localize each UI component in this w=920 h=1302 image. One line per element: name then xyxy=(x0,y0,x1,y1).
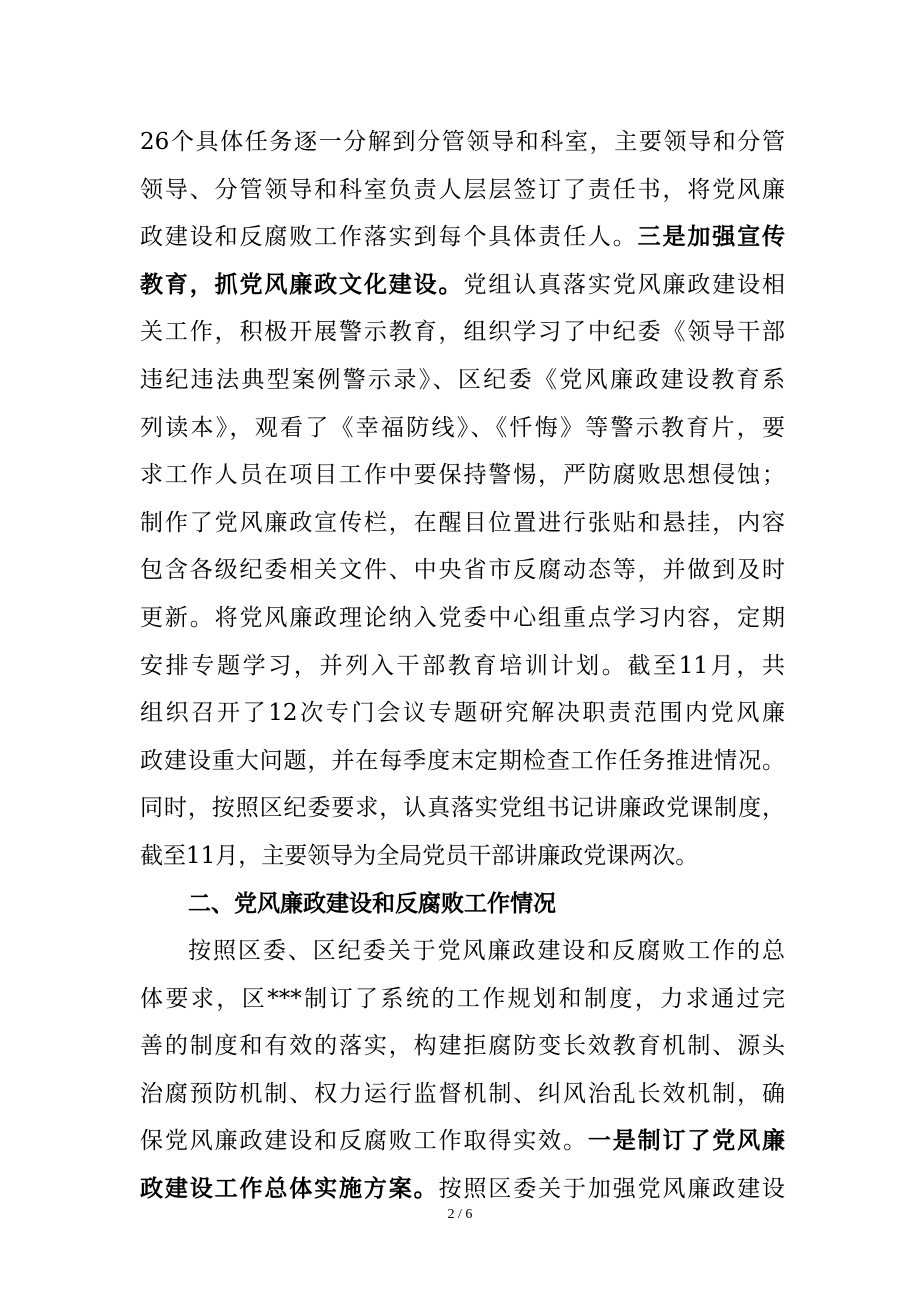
text-line-15: 同时，按照区纪委要求，认真落实党组书记讲廉政党课制度， xyxy=(140,795,785,822)
text-line-20: 善的制度和有效的落实，构建拒腐防变长效教育机制、源头 xyxy=(140,1033,785,1060)
bold-text-run: 政建设工作总体实施方案。 xyxy=(140,1176,439,1203)
text-line-8: 求工作人员在项目工作中要保持警惕，严防腐败思想侵蚀； xyxy=(140,462,785,489)
text-line-18: 按照区委、区纪委关于党风廉政建设和反腐败工作的总 xyxy=(188,938,785,965)
text-line-22 xyxy=(140,1118,785,1166)
text-line-5: 关工作，积极开展警示教育，组织学习了中纪委《领导干部 xyxy=(140,319,785,346)
text-line-12: 安排专题学习，并列入干部教育培训计划。截至11月，共 xyxy=(140,652,785,679)
text-line-7: 列读本》，观看了《幸福防线》、《忏悔》等警示教育片，要 xyxy=(140,414,785,441)
text-line-4 xyxy=(140,262,785,310)
text-line-19: 体要求，区***制订了系统的工作规划和制度，力求通过完 xyxy=(140,985,785,1012)
text-run: 政建设和反腐败工作落实到每个具体责任人。 xyxy=(140,224,638,251)
text-line-2: 领导、分管领导和科室负责人层层签订了责任书，将党风廉 xyxy=(140,176,785,203)
text-run: 按照区委关于加强党风廉政建设 xyxy=(438,1176,786,1203)
text-line-9: 制作了党风廉政宣传栏，在醒目位置进行张贴和悬挂，内容 xyxy=(140,509,785,536)
text-line-3 xyxy=(140,214,785,262)
text-line-6: 违纪违法典型案例警示录》、区纪委《党风廉政建设教育系 xyxy=(140,366,785,393)
bold-text-run: 三是加强宣传 xyxy=(637,224,786,251)
text-line-16: 截至11月，主要领导为全局党员干部讲廉政党课两次。 xyxy=(140,842,699,869)
text-line-10: 包含各级纪委相关文件、中央省市反腐动态等，并做到及时 xyxy=(140,557,785,584)
body-text xyxy=(140,119,785,1214)
text-line-1: 26个具体任务逐一分解到分管领导和科室，主要领导和分管 xyxy=(140,129,785,155)
text-line-13: 组织召开了12次专门会议专题研究解决职责范围内党风廉 xyxy=(140,700,785,727)
text-line-14: 政建设重大问题，并在每季度末定期检查工作任务推进情况。 xyxy=(140,747,785,774)
text-run: 党组认真落实党风廉政建设相 xyxy=(463,271,786,298)
text-line-21: 治腐预防机制、权力运行监督机制、纠风治乱长效机制，确 xyxy=(140,1080,785,1107)
page-number: 2 / 6 xyxy=(447,1207,473,1222)
bold-text-run: 一是制订了党风廉 xyxy=(587,1128,786,1155)
section-heading: 二、党风廉政建设和反腐败工作情况 xyxy=(188,890,556,917)
text-line-11: 更新。将党风廉政理论纳入党委中心组重点学习内容，定期 xyxy=(140,604,785,631)
bold-text-run: 教育，抓党风廉政文化建设。 xyxy=(140,271,464,298)
text-run: 保党风廉政建设和反腐败工作取得实效。 xyxy=(140,1128,588,1155)
